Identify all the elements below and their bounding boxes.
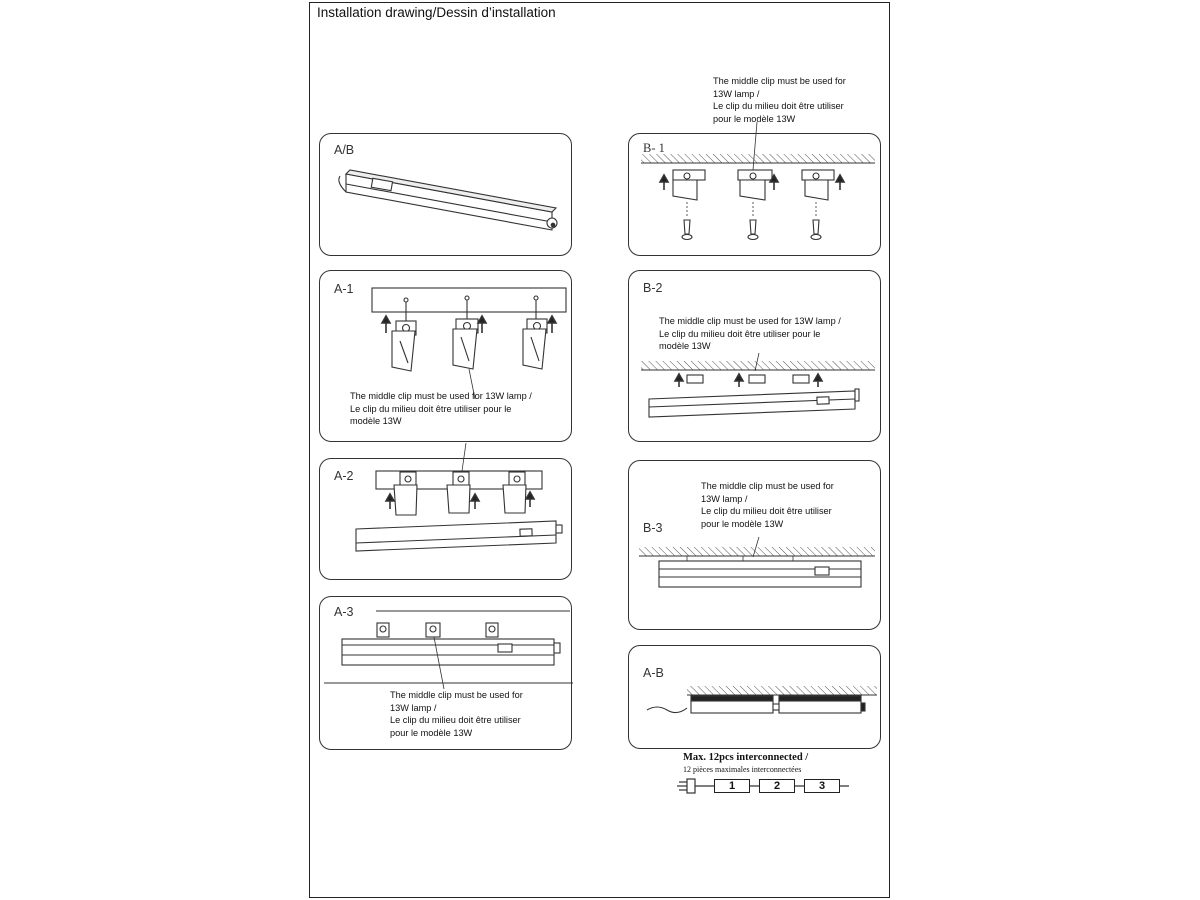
panel-ab xyxy=(319,133,572,256)
panel-b1-note xyxy=(713,75,846,125)
b2-ceiling-illustration xyxy=(629,271,882,443)
note-line: pour le modèle 13W xyxy=(390,727,473,738)
a2-mounting-illustration xyxy=(320,459,573,581)
note-line: Le clip du milieu doit être utiliser xyxy=(390,715,521,726)
note-line: 13W lamp / xyxy=(701,493,748,504)
panel-a2 xyxy=(319,458,572,580)
panel-a-b xyxy=(628,645,881,749)
unit-box-1: 1 xyxy=(714,779,750,793)
b1-ceiling-illustration xyxy=(629,134,882,257)
panel-a3-note xyxy=(390,689,523,739)
screw-icon xyxy=(682,220,821,240)
note-line: The middle clip must be used for xyxy=(713,76,846,86)
note-line: The middle clip must be used for 13W lamp / xyxy=(659,316,841,326)
panel-b2-note xyxy=(659,315,841,353)
note-line: 13W lamp / xyxy=(713,88,760,99)
note-line: 13W lamp / xyxy=(390,702,437,713)
max-interconnected-label: Max. 12pcs interconnected / xyxy=(683,752,809,763)
panel-b3 xyxy=(628,460,881,630)
panel-a1 xyxy=(319,270,572,442)
panel-a3 xyxy=(319,596,572,750)
panel-ab-label: A/B xyxy=(334,143,355,157)
lamp-perspective-illustration xyxy=(320,134,573,257)
ab-interconnect-illustration xyxy=(629,646,882,750)
panel-b2 xyxy=(628,270,881,442)
panel-a3-label: A-3 xyxy=(334,605,354,619)
page-title: Installation drawing/Dessin d’installation xyxy=(317,5,556,20)
note-line: Le clip du milieu doit être utiliser xyxy=(701,506,832,517)
note-line: The middle clip must be used for xyxy=(390,690,523,700)
note-line: Le clip du milieu doit être utiliser pour le xyxy=(659,328,821,339)
panel-b2-label: B-2 xyxy=(643,281,663,295)
note-line: pour le modèle 13W xyxy=(701,518,784,529)
panel-a-b-label: A-B xyxy=(643,666,664,680)
note-line: pour le modèle 13W xyxy=(713,113,796,124)
note-line: modèle 13W xyxy=(350,416,402,427)
panel-a2-label: A-2 xyxy=(334,469,354,483)
panel-a1-note xyxy=(350,390,532,428)
note-line: The middle clip must be used for xyxy=(701,481,834,491)
note-line: The middle clip must be used for 13W lamp / xyxy=(350,391,532,401)
panel-b1 xyxy=(628,133,881,256)
panel-b3-label: B-3 xyxy=(643,521,663,535)
panel-b3-note xyxy=(701,480,834,530)
panel-b1-label: B- 1 xyxy=(643,141,665,155)
panel-a1-label: A-1 xyxy=(334,282,354,296)
unit-box-2: 2 xyxy=(759,779,795,793)
note-line: Le clip du milieu doit être utiliser xyxy=(713,101,844,112)
unit-box-3: 3 xyxy=(804,779,840,793)
max-interconnected-label-fr: 12 pièces maximales interconnectées xyxy=(683,765,802,774)
note-line: modèle 13W xyxy=(659,341,711,352)
note-line: Le clip du milieu doit être utiliser pour le xyxy=(350,403,512,414)
